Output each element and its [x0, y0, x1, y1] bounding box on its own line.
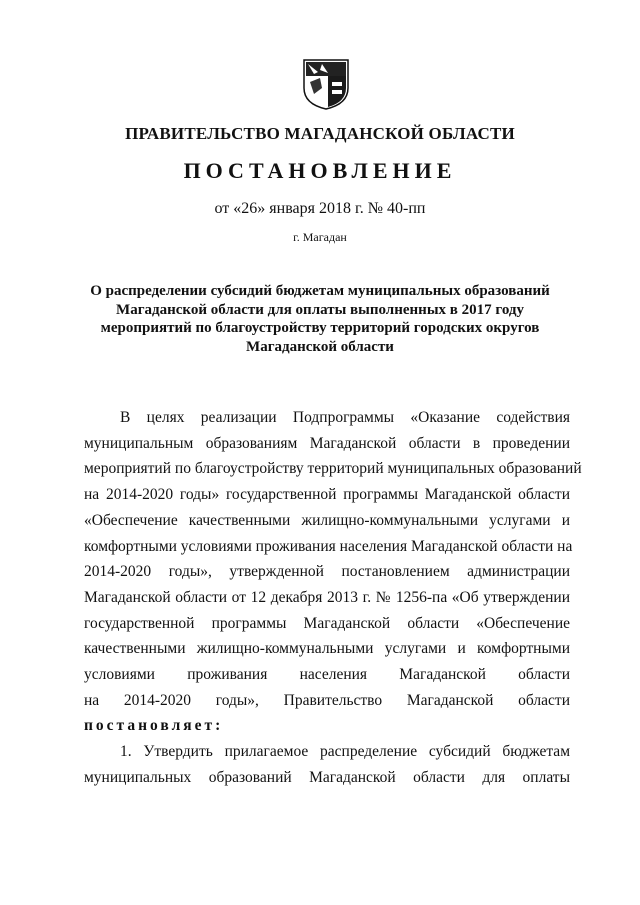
- body-line: Магаданской области от 12 декабря 2013 г. № 1256-па «Об утверждении: [84, 588, 570, 606]
- subject-line: Магаданской области: [246, 338, 394, 355]
- body-line: на 2014-2020 годы» государственной программы Магаданской области: [84, 486, 570, 504]
- document-city: г. Магадан: [293, 230, 347, 244]
- body-line: мероприятий по благоустройству территорий муниципальных образований: [84, 460, 582, 478]
- coat-of-arms-icon: [302, 58, 350, 110]
- document-date-number: от «26» января 2018 г. № 40-пп: [214, 200, 426, 217]
- subject-line: Магаданской области для оплаты выполненных в 2017 году: [116, 301, 524, 318]
- resolution-word: постановляет:: [84, 717, 224, 735]
- document-subject: [80, 282, 560, 356]
- body-line: 2014-2020 годы», утвержденной постановлением администрации: [84, 563, 570, 581]
- document-body: [84, 405, 582, 791]
- body-line: муниципальных образований Магаданской области для оплаты: [84, 768, 570, 786]
- body-line: качественными жилищно-коммунальными услугами и комфортными: [84, 640, 570, 658]
- organization-title: ПРАВИТЕЛЬСТВО МАГАДАНСКОЙ ОБЛАСТИ: [125, 124, 515, 143]
- body-line: В целях реализации Подпрограммы «Оказание содействия: [120, 409, 570, 426]
- subject-line: мероприятий по благоустройству территорий городских округов: [100, 320, 540, 336]
- subject-line: О распределении субсидий бюджетам муниципальных образований: [90, 283, 550, 299]
- body-line: государственной программы Магаданской области «Обеспечение: [84, 614, 570, 632]
- body-line: муниципальным образованиям Магаданской области в проведении: [84, 434, 570, 452]
- document-type: ПОСТАНОВЛЕНИЕ: [183, 158, 457, 183]
- body-line: 1. Утвердить прилагаемое распределение субсидий бюджетам: [120, 743, 570, 761]
- body-line: «Обеспечение качественными жилищно-коммунальными услугами и: [84, 511, 570, 529]
- body-line: комфортными условиями проживания населения Магаданской области на: [84, 537, 573, 555]
- body-line: условиями проживания населения Магаданской области: [84, 666, 570, 684]
- body-line: на 2014-2020 годы», Правительство Магаданской области: [84, 691, 570, 709]
